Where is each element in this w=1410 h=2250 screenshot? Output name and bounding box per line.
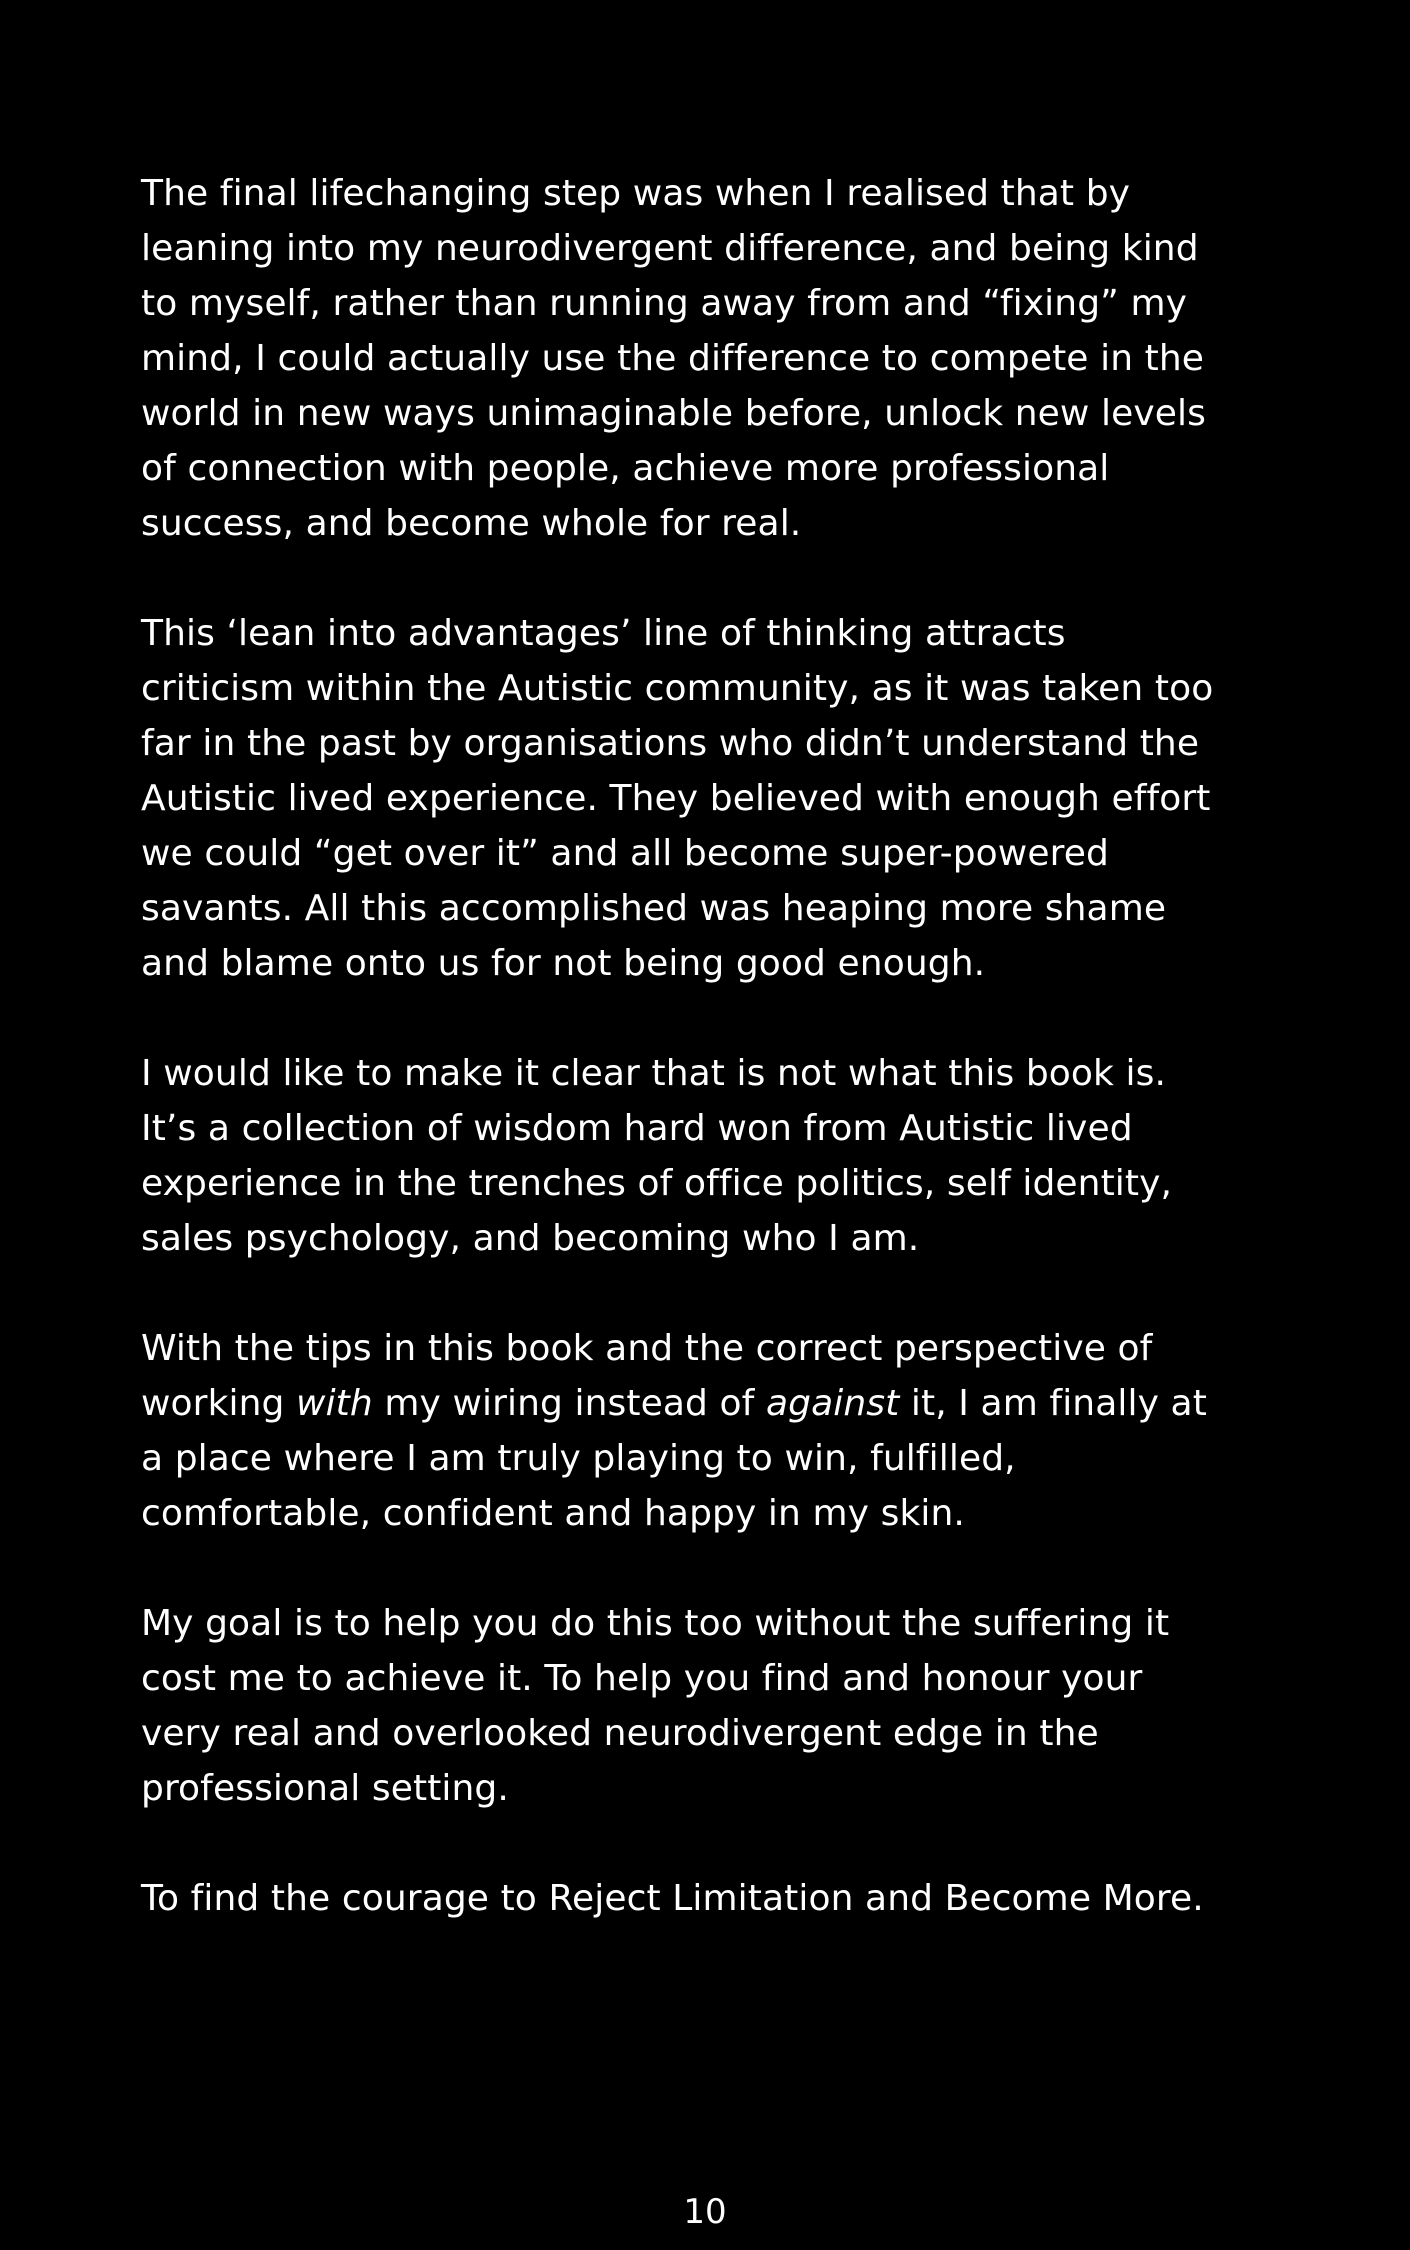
- text-line: mind, I could actually use the difference to compete in the: [141, 338, 1205, 379]
- text-line: Autistic lived experience. They believed with enough effort: [141, 778, 1211, 819]
- text-line: savants. All this accomplished was heaping more shame: [141, 888, 1167, 929]
- paragraph-not-what-this-book-is: [141, 1046, 1281, 1266]
- text-segment: working: [141, 1383, 297, 1424]
- text-segment: it, I am finally at: [899, 1383, 1207, 1424]
- text-line: experience in the trenches of office politics, self identity,: [141, 1163, 1173, 1204]
- text-line: sales psychology, and becoming who I am.: [141, 1218, 920, 1259]
- text-line: This ‘lean into advantages’ line of thinking attracts: [141, 613, 1066, 654]
- text-line: of connection with people, achieve more professional: [141, 448, 1110, 489]
- paragraph-closing-line: [141, 1871, 1281, 1926]
- text-line: My goal is to help you do this too without the suffering it: [141, 1603, 1170, 1644]
- text-segment: my wiring instead of: [372, 1383, 766, 1424]
- text-line: It’s a collection of wisdom hard won from Autistic lived: [141, 1108, 1133, 1149]
- text-line: very real and overlooked neurodivergent edge in the: [141, 1713, 1099, 1754]
- emphasis-against: against: [765, 1383, 900, 1424]
- text-line: professional setting.: [141, 1768, 509, 1809]
- page-number: 10: [683, 2192, 727, 2232]
- text-line: criticism within the Autistic community, as it was taken too: [141, 668, 1214, 709]
- paragraph-working-with-my-wiring: [141, 1321, 1281, 1541]
- paragraph-my-goal: [141, 1596, 1281, 1816]
- text-line: and blame onto us for not being good enough.: [141, 943, 986, 984]
- emphasis-with: with: [296, 1383, 373, 1424]
- text-line: to myself, rather than running away from and “fixing” my: [141, 283, 1188, 324]
- text-line: we could “get over it” and all become super-powered: [141, 833, 1109, 874]
- paragraph-lifechanging-step: [141, 166, 1281, 551]
- text-line: I would like to make it clear that is not what this book is.: [141, 1053, 1167, 1094]
- text-line: With the tips in this book and the correct perspective of: [141, 1328, 1153, 1369]
- text-line: a place where I am truly playing to win, fulfilled,: [141, 1438, 1016, 1479]
- text-line: leaning into my neurodivergent difference, and being kind: [141, 228, 1199, 269]
- text-line: success, and become whole for real.: [141, 503, 802, 544]
- text-line: To find the courage to Reject Limitation and Become More.: [141, 1878, 1204, 1919]
- text-line: The final lifechanging step was when I realised that by: [141, 173, 1131, 214]
- text-line: [141, 1376, 1281, 1431]
- text-line: cost me to achieve it. To help you find and honour your: [141, 1658, 1143, 1699]
- paragraph-lean-into-advantages: [141, 606, 1281, 991]
- body-text: [141, 166, 1281, 1981]
- text-line: far in the past by organisations who didn’t understand the: [141, 723, 1200, 764]
- text-line: world in new ways unimaginable before, unlock new levels: [141, 393, 1206, 434]
- text-line: comfortable, confident and happy in my skin.: [141, 1493, 965, 1534]
